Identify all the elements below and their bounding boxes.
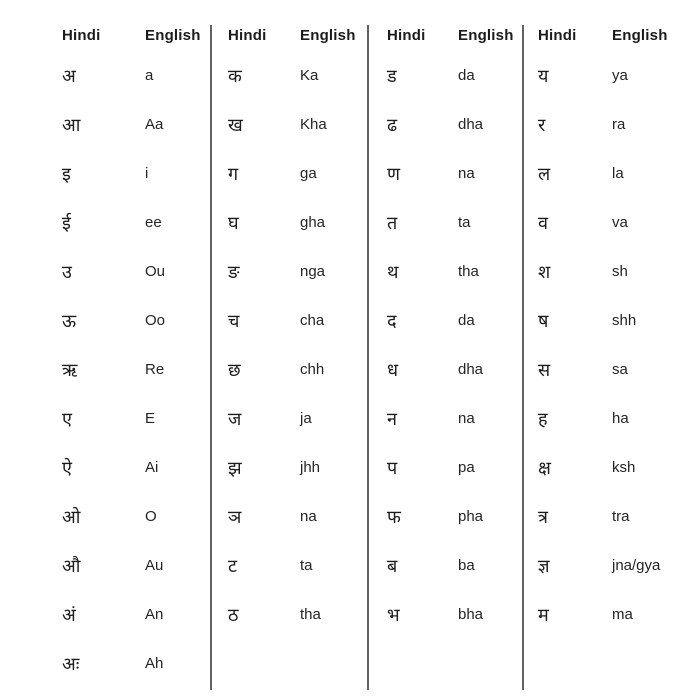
table-row xyxy=(387,492,522,541)
table-row xyxy=(538,51,700,100)
table-row xyxy=(538,443,700,492)
hindi-letter-cell: ङ xyxy=(228,261,240,282)
table-row xyxy=(228,443,367,492)
table-row xyxy=(228,100,367,149)
english-transliteration-cell: Aa xyxy=(145,116,164,133)
english-transliteration-cell: pa xyxy=(458,459,475,476)
english-transliteration-cell: sa xyxy=(612,361,628,378)
hindi-letter-cell: छ xyxy=(228,359,241,380)
english-column-header: English xyxy=(300,27,356,44)
table-row xyxy=(538,345,700,394)
english-transliteration-cell: ga xyxy=(300,165,317,182)
hindi-letter-cell: ग xyxy=(228,163,239,184)
table-row xyxy=(228,394,367,443)
english-transliteration-cell: tha xyxy=(300,606,321,623)
table-row xyxy=(62,100,210,149)
table-row xyxy=(62,443,210,492)
hindi-letter-cell: आ xyxy=(62,114,81,135)
english-transliteration-cell: Ai xyxy=(145,459,159,476)
hindi-letter-cell: ए xyxy=(62,408,72,429)
hindi-letter-cell: व xyxy=(538,212,549,233)
hindi-letter-cell: त्र xyxy=(538,506,548,527)
table-row xyxy=(228,590,367,639)
english-transliteration-cell: ya xyxy=(612,67,628,84)
english-column-header: English xyxy=(145,27,201,44)
english-transliteration-cell: va xyxy=(612,214,628,231)
hindi-letter-cell: ड xyxy=(387,65,397,86)
hindi-letter-cell: ण xyxy=(387,163,401,184)
hindi-letter-cell: त xyxy=(387,212,398,233)
hindi-letter-cell: ई xyxy=(62,212,71,233)
english-transliteration-cell: Re xyxy=(145,361,165,378)
table-row xyxy=(62,51,210,100)
table-row xyxy=(62,345,210,394)
english-transliteration-cell: cha xyxy=(300,312,325,329)
hindi-letter-cell: र xyxy=(538,114,546,135)
hindi-letter-cell: प xyxy=(387,457,398,478)
table-row xyxy=(387,198,522,247)
table-row xyxy=(62,247,210,296)
english-transliteration-cell: a xyxy=(145,67,154,84)
hindi-letter-cell: ञ xyxy=(228,506,242,527)
english-transliteration-cell: Ka xyxy=(300,67,319,84)
hindi-letter-cell: झ xyxy=(228,457,242,478)
table-row xyxy=(387,345,522,394)
hindi-letter-cell: च xyxy=(228,310,240,331)
english-transliteration-cell: na xyxy=(458,165,475,182)
table-row xyxy=(228,296,367,345)
hindi-column-header: Hindi xyxy=(62,27,101,44)
table-row xyxy=(538,149,700,198)
english-transliteration-cell: shh xyxy=(612,312,637,329)
english-transliteration-cell: ha xyxy=(612,410,629,427)
table-row xyxy=(538,247,700,296)
hindi-letter-cell: थ xyxy=(387,261,399,282)
hindi-letter-cell: अः xyxy=(62,653,80,674)
table-row xyxy=(228,198,367,247)
english-transliteration-cell: Au xyxy=(145,557,164,574)
english-transliteration-cell: da xyxy=(458,67,475,84)
column-group-3 xyxy=(367,0,522,688)
english-transliteration-cell: ksh xyxy=(612,459,636,476)
english-transliteration-cell: O xyxy=(145,508,157,525)
hindi-letter-cell: ध xyxy=(387,359,399,380)
english-transliteration-cell: jhh xyxy=(300,459,321,476)
english-transliteration-cell: An xyxy=(145,606,164,623)
english-transliteration-cell: dha xyxy=(458,361,484,378)
hindi-letter-cell: श xyxy=(538,261,551,282)
english-transliteration-cell: ta xyxy=(300,557,313,574)
english-transliteration-cell: da xyxy=(458,312,475,329)
table-row xyxy=(387,590,522,639)
english-transliteration-cell: gha xyxy=(300,214,326,231)
table-row xyxy=(62,541,210,590)
english-transliteration-cell: Kha xyxy=(300,116,327,133)
table-row xyxy=(228,345,367,394)
table-row xyxy=(228,149,367,198)
table-row xyxy=(538,590,700,639)
vertical-divider xyxy=(522,25,524,690)
english-column-header: English xyxy=(612,27,668,44)
hindi-letter-cell: औ xyxy=(62,555,81,576)
table-row xyxy=(538,541,700,590)
table-row xyxy=(387,247,522,296)
hindi-letter-cell: अ xyxy=(62,65,76,86)
vertical-divider xyxy=(367,25,369,690)
english-transliteration-cell: pha xyxy=(458,508,484,525)
hindi-letter-cell: भ xyxy=(387,604,400,625)
table-row xyxy=(62,639,210,688)
column-group-1 xyxy=(0,0,210,688)
english-transliteration-cell: ra xyxy=(612,116,626,133)
english-transliteration-cell: E xyxy=(145,410,156,427)
vertical-divider xyxy=(210,25,212,690)
hindi-letter-cell: ब xyxy=(387,555,398,576)
hindi-letter-cell: ख xyxy=(228,114,243,135)
header-row xyxy=(387,0,522,51)
table-row xyxy=(387,394,522,443)
hindi-letter-cell: स xyxy=(538,359,551,380)
table-row xyxy=(62,149,210,198)
hindi-letter-cell: म xyxy=(538,604,549,625)
column-group-2 xyxy=(210,0,367,688)
english-transliteration-cell: dha xyxy=(458,116,484,133)
english-transliteration-cell: ta xyxy=(458,214,471,231)
table-row xyxy=(62,296,210,345)
english-transliteration-cell: i xyxy=(145,165,149,182)
english-transliteration-cell: jna/gya xyxy=(612,557,661,574)
table-row xyxy=(387,443,522,492)
english-column-header: English xyxy=(458,27,514,44)
table-row xyxy=(387,149,522,198)
hindi-letter-cell: ल xyxy=(538,163,551,184)
column-group-4 xyxy=(522,0,700,688)
hindi-letter-cell: ट xyxy=(228,555,238,576)
hindi-letter-cell: उ xyxy=(62,261,72,282)
hindi-letter-cell: ऐ xyxy=(62,457,72,478)
table-row xyxy=(228,247,367,296)
hindi-column-header: Hindi xyxy=(538,27,577,44)
hindi-letter-cell: इ xyxy=(62,163,71,184)
table-row xyxy=(387,51,522,100)
header-row xyxy=(228,0,367,51)
hindi-letter-cell: ऊ xyxy=(62,310,77,331)
hindi-letter-cell: य xyxy=(538,65,549,86)
english-transliteration-cell: ma xyxy=(612,606,633,623)
hindi-letter-cell: ज्ञ xyxy=(538,555,550,576)
table-row xyxy=(228,51,367,100)
english-transliteration-cell: ee xyxy=(145,214,162,231)
table-row xyxy=(538,296,700,345)
english-transliteration-cell: tra xyxy=(612,508,630,525)
header-row xyxy=(62,0,210,51)
english-transliteration-cell: sh xyxy=(612,263,628,280)
english-transliteration-cell: ba xyxy=(458,557,475,574)
table-row xyxy=(387,541,522,590)
hindi-letter-cell: ढ xyxy=(387,114,398,135)
hindi-letter-cell: क्ष xyxy=(538,457,551,478)
table-row xyxy=(62,198,210,247)
header-row xyxy=(538,0,700,51)
hindi-column-header: Hindi xyxy=(387,27,426,44)
hindi-letter-cell: अं xyxy=(62,604,76,625)
hindi-letter-cell: द xyxy=(387,310,397,331)
english-transliteration-cell: Ah xyxy=(145,655,164,672)
table-row xyxy=(228,492,367,541)
english-transliteration-cell: Ou xyxy=(145,263,166,280)
hindi-letter-cell: फ xyxy=(387,506,401,527)
hindi-letter-cell: ह xyxy=(538,408,548,429)
table-row xyxy=(62,394,210,443)
hindi-letter-cell: ष xyxy=(538,310,549,331)
english-transliteration-cell: na xyxy=(300,508,317,525)
table-row xyxy=(538,394,700,443)
hindi-letter-cell: न xyxy=(387,408,397,429)
hindi-column-header: Hindi xyxy=(228,27,267,44)
hindi-letter-cell: ज xyxy=(228,408,242,429)
table-row xyxy=(387,296,522,345)
table-row xyxy=(62,590,210,639)
english-transliteration-cell: bha xyxy=(458,606,484,623)
table-row xyxy=(538,198,700,247)
english-transliteration-cell: la xyxy=(612,165,624,182)
table-row xyxy=(228,541,367,590)
hindi-letter-cell: ऋ xyxy=(62,359,78,380)
hindi-letter-cell: क xyxy=(228,65,242,86)
table-row xyxy=(538,100,700,149)
english-transliteration-cell: Oo xyxy=(145,312,166,329)
english-transliteration-cell: chh xyxy=(300,361,325,378)
english-transliteration-cell: ja xyxy=(300,410,312,427)
table-row xyxy=(538,492,700,541)
hindi-letter-cell: घ xyxy=(228,212,239,233)
hindi-letter-cell: ठ xyxy=(228,604,239,625)
english-transliteration-cell: nga xyxy=(300,263,326,280)
table-row xyxy=(62,492,210,541)
english-transliteration-cell: na xyxy=(458,410,475,427)
hindi-letter-cell: ओ xyxy=(62,506,81,527)
english-transliteration-cell: tha xyxy=(458,263,479,280)
table-row xyxy=(387,100,522,149)
